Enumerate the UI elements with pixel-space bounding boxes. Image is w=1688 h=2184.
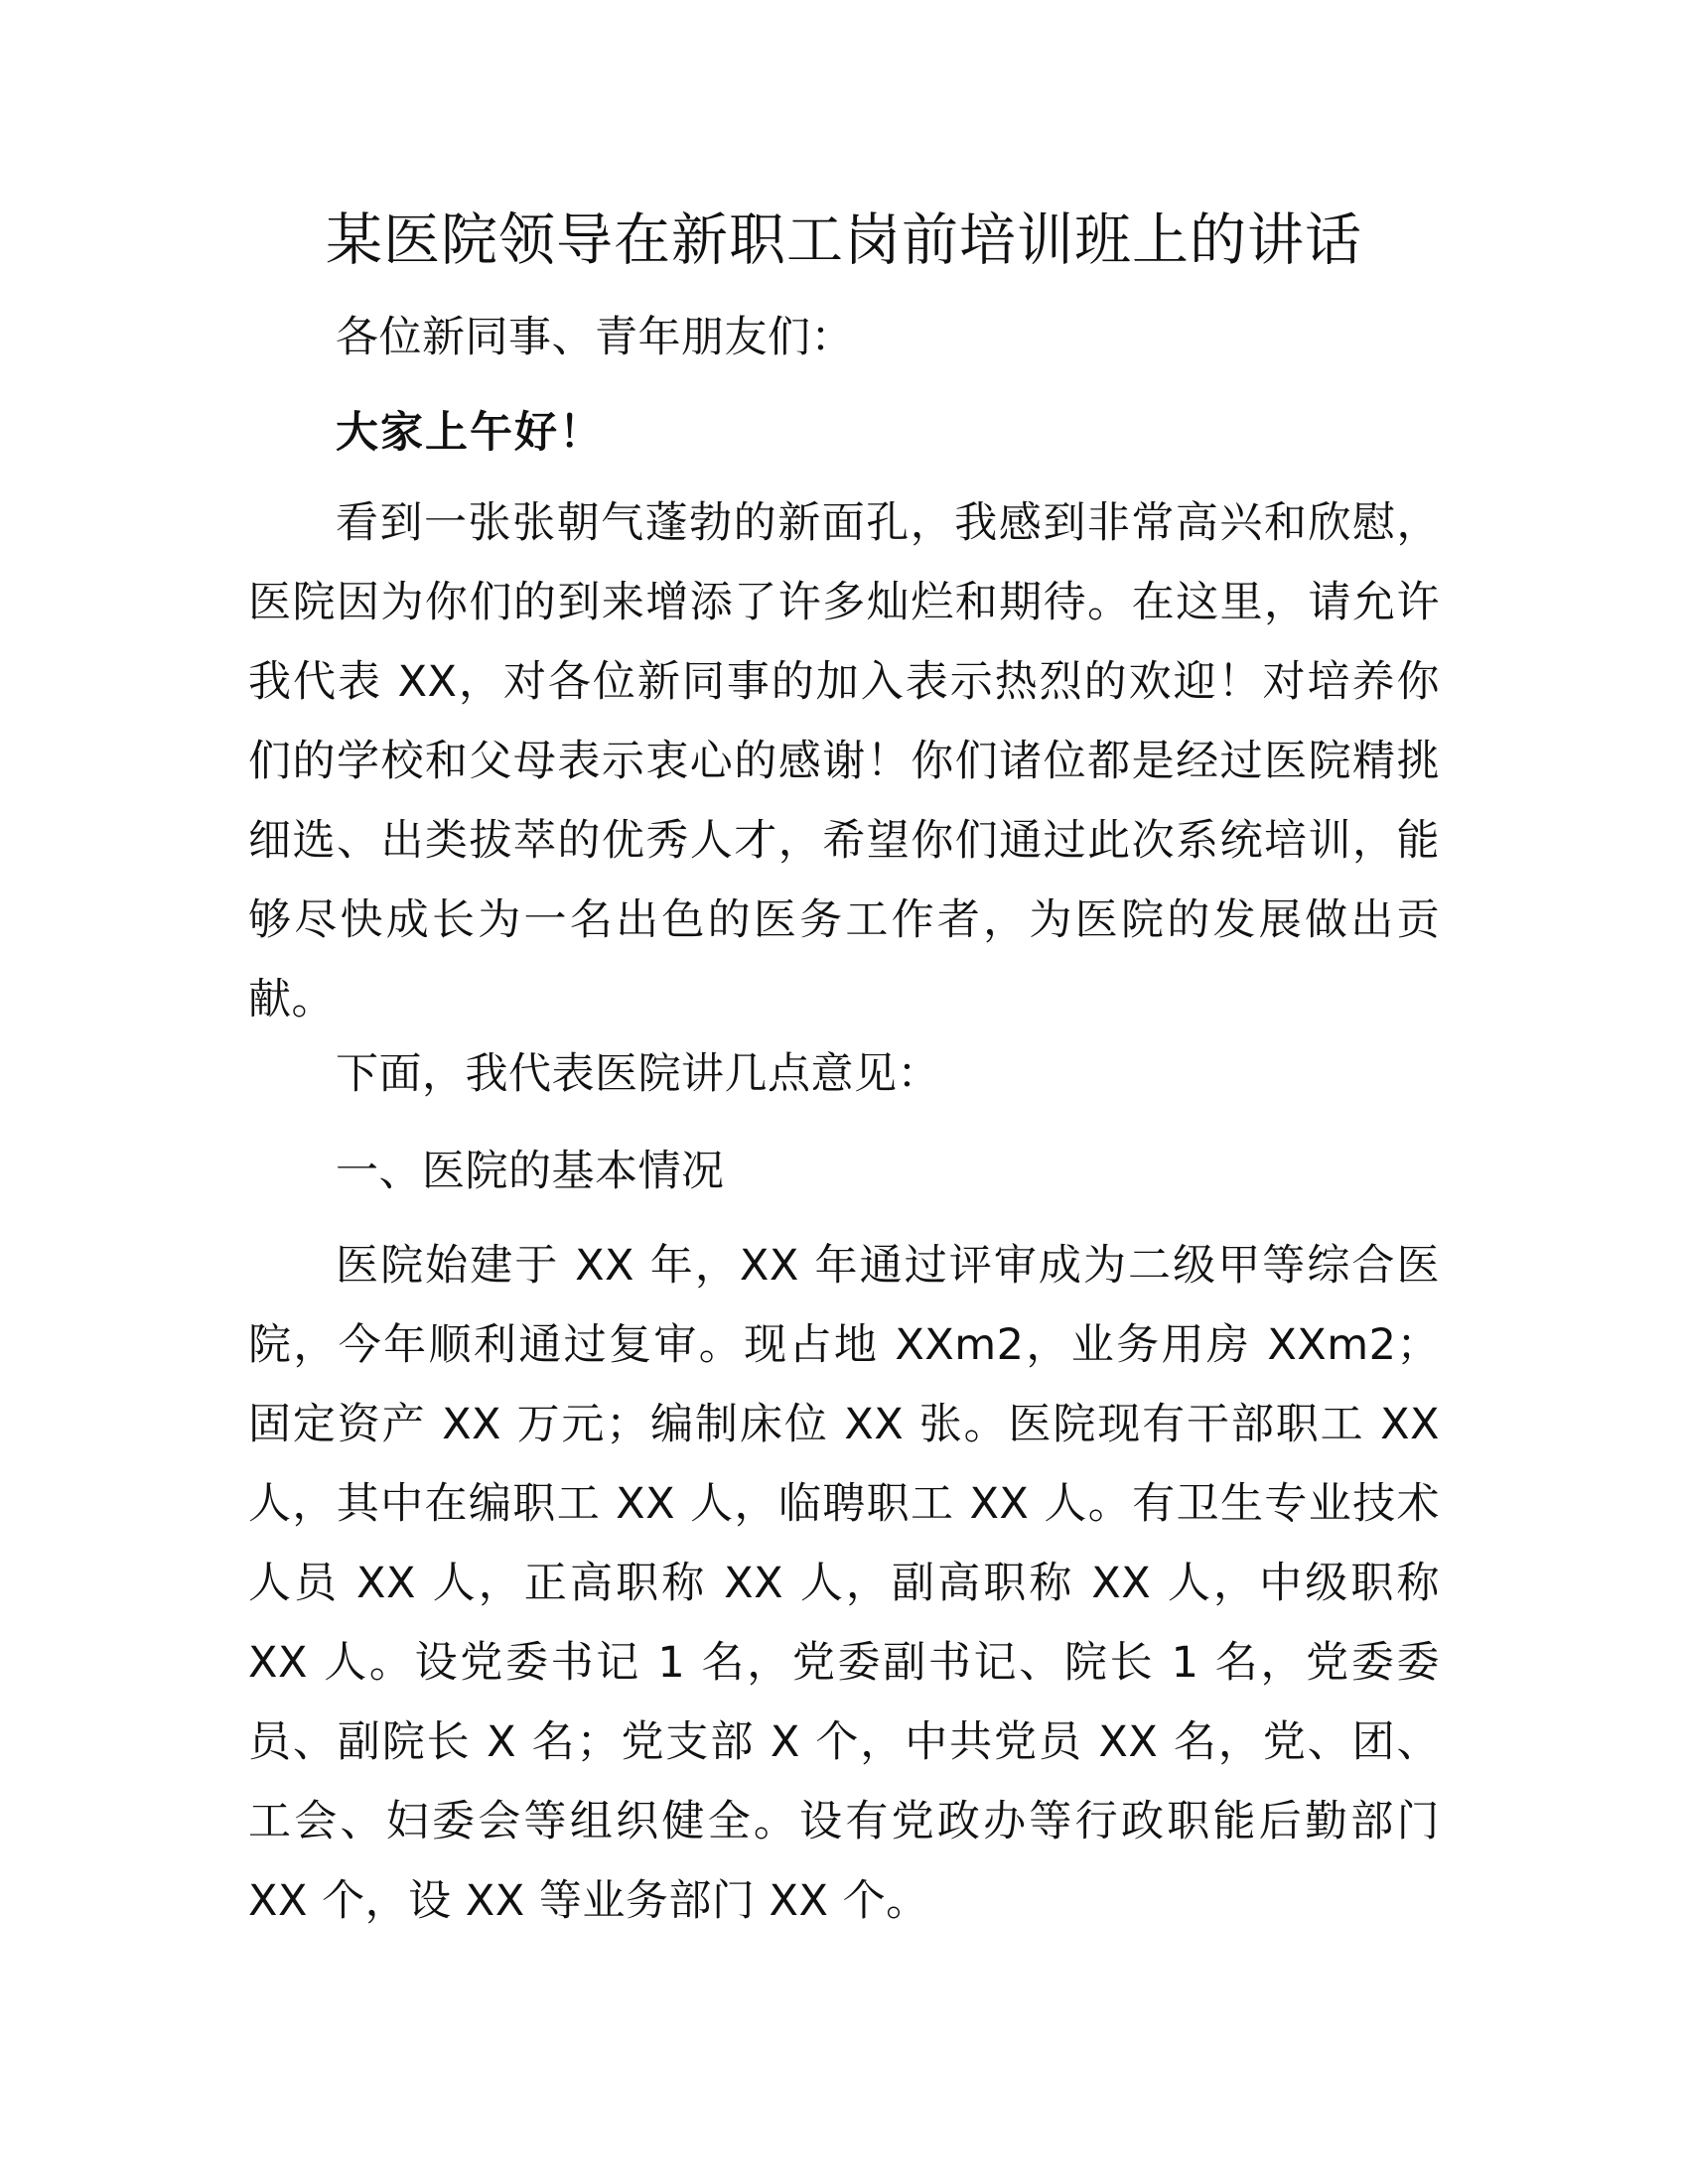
paragraph-hospital-overview: 医院始建于 XX 年，XX 年通过评审成为二级甲等综合医院，今年顺利通过复审。现占地 XXm2，业务用房 XXm2；固定资产 XX 万元；编制床位 XX 张。医院现有干部职工 XX 人，其中在编职工 XX 人，临聘职工 XX 人。有卫生专业技术人员 XX 人，正高职称 XX 人，副高职称 XX 人，中级职称 XX 人。设党委书记 1 名，党委副书记、院长 1 名，党委委员、副院长 X 名；党支部 X 个，中共党员 XX 名，党、团、工会、妇委会等组织健全。设有党政办等行政职能后勤部门 XX 个，设 XX 等业务部门 XX 个。 — [248, 1241, 1440, 1926]
greeting: 大家上午好！ — [336, 408, 604, 458]
paragraph-intro: 下面，我代表医院讲几点意见： — [336, 1049, 940, 1099]
paragraph-welcome: 看到一张张朝气蓬勃的新面孔，我感到非常高兴和欣慰，医院因为你们的到来增添了许多灿烂和期待。在这里，请允许我代表 XX，对各位新同事的加入表示热烈的欢迎！对培养你们的学校和父母表示衷心的感谢！你们诸位都是经过医院精挑细选、出类拔萃的优秀人才，希望你们通过此次系统培训，能够尽快成长为一名出色的医务工作者，为医院的发展做出贡献。 — [248, 498, 1440, 1024]
section-heading: 一、医院的基本情况 — [336, 1147, 725, 1196]
document-title: 某医院领导在新职工岗前培训班上的讲话 — [326, 207, 1362, 273]
salutation: 各位新同事、青年朋友们： — [336, 313, 854, 362]
